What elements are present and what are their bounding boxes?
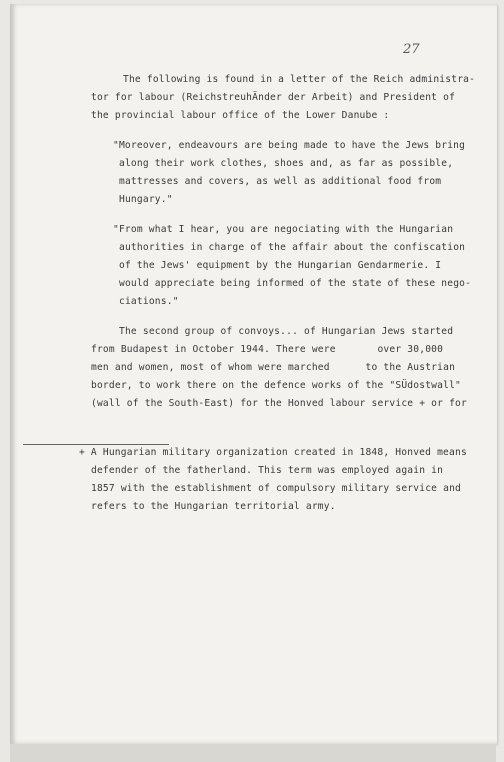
para-2-line-4: border, to work there on the defence works of the "SÜdostwall" (91, 380, 462, 391)
quote-1-line-3: mattresses and covers, as well as additional food from (119, 176, 442, 187)
quote-2-line-4: would appreciate being informed of the state of these nego- (119, 278, 472, 289)
footnote-line-4: refers to the Hungarian territorial army. (91, 501, 336, 512)
quote-1-line-1: "Moreover, endeavours are being made to have the Jews bring (113, 140, 466, 151)
quote-2-line-5: ciations." (119, 296, 179, 307)
para-2-line-2: from Budapest in October 1944. There were over 30,000 (91, 344, 444, 355)
para-2-line-5: (wall of the South-East) for the Honved labour service + or for (91, 398, 467, 409)
quote-1-line-4: Hungary." (119, 194, 173, 205)
document-page (10, 4, 497, 744)
quote-1-line-2: along their work clothes, shoes and, as far as possible, (119, 158, 454, 169)
body-line-2: tor for labour (ReichstreuhÄnder der Arbeit) and President of (91, 92, 456, 103)
footnote-rule (23, 444, 169, 445)
page-shadow-edge (10, 744, 496, 762)
quote-2-line-3: of the Jews' equipment by the Hungarian Gendarmerie. I (119, 260, 442, 271)
page-number: 27 (403, 42, 420, 57)
para-2-line-1: The second group of convoys... of Hungarian Jews started (119, 326, 454, 337)
footnote-line-1: + A Hungarian military organization created in 1848, Honved means (79, 447, 467, 458)
footnote-line-2: defender of the fatherland. This term was employed again in (91, 465, 444, 476)
quote-2-line-1: "From what I hear, you are negociating with the Hungarian (113, 224, 454, 235)
footnote-line-3: 1857 with the establishment of compulsory military service and (91, 483, 462, 494)
body-line-1: The following is found in a letter of the Reich administra- (123, 74, 476, 85)
quote-2-line-2: authorities in charge of the affair about the confiscation (119, 242, 466, 253)
para-2-line-3: men and women, most of whom were marched to the Austrian (91, 362, 456, 373)
body-line-3: the provincial labour office of the Lower Danube : (91, 110, 390, 121)
